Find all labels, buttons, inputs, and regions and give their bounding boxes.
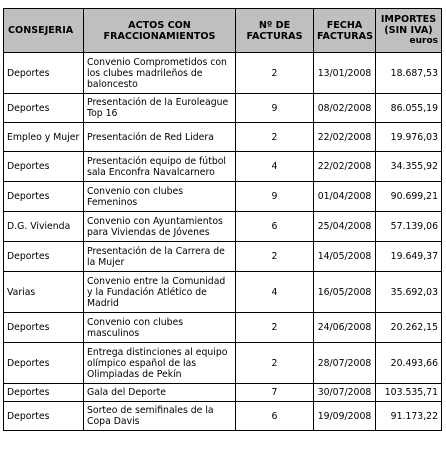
cell-consejeria: Deportes <box>4 313 84 343</box>
cell-facturas: 9 <box>236 182 314 212</box>
cell-consejeria: Deportes <box>4 384 84 402</box>
cell-fecha: 22/02/2008 <box>314 123 376 152</box>
cell-fecha: 30/07/2008 <box>314 384 376 402</box>
table-row <box>4 343 442 384</box>
cell-fecha: 16/05/2008 <box>314 272 376 313</box>
cell-consejeria: Deportes <box>4 94 84 123</box>
header-facturas: Nº DE FACTURAS <box>236 9 314 53</box>
cell-importe: 20.493,66 <box>376 343 442 384</box>
table-row <box>4 152 442 182</box>
table-row <box>4 384 442 402</box>
header-fecha: FECHA FACTURAS <box>314 9 376 53</box>
table-row <box>4 123 442 152</box>
table-row <box>4 53 442 94</box>
table-row <box>4 272 442 313</box>
cell-consejeria: Deportes <box>4 242 84 272</box>
cell-actos: Presentación equipo de fútbol sala Enconfra Navalcarnero <box>84 152 236 182</box>
cell-actos: Sorteo de semifinales de la Copa Davis <box>84 402 236 431</box>
document-page <box>3 8 442 431</box>
cell-importe: 20.262,15 <box>376 313 442 343</box>
table-row <box>4 182 442 212</box>
cell-fecha: 08/02/2008 <box>314 94 376 123</box>
cell-actos: Entrega distinciones al equipo olímpico español de las Olimpiadas de Pekín <box>84 343 236 384</box>
cell-facturas: 2 <box>236 242 314 272</box>
cell-consejeria: Deportes <box>4 152 84 182</box>
cell-facturas: 4 <box>236 152 314 182</box>
cell-importe: 19.649,37 <box>376 242 442 272</box>
cell-actos: Presentación de la Carrera de la Mujer <box>84 242 236 272</box>
cell-importe: 35.692,03 <box>376 272 442 313</box>
table-row <box>4 212 442 242</box>
cell-actos: Convenio con clubes Femeninos <box>84 182 236 212</box>
header-importes-unit: euros <box>409 36 438 46</box>
header-importes <box>376 9 442 53</box>
cell-fecha: 24/06/2008 <box>314 313 376 343</box>
cell-consejeria: Varias <box>4 272 84 313</box>
cell-fecha: 14/05/2008 <box>314 242 376 272</box>
cell-importe: 19.976,03 <box>376 123 442 152</box>
table-row <box>4 402 442 431</box>
cell-fecha: 01/04/2008 <box>314 182 376 212</box>
table-row <box>4 242 442 272</box>
cell-consejeria: Empleo y Mujer <box>4 123 84 152</box>
cell-importe: 57.139,06 <box>376 212 442 242</box>
cell-consejeria: Deportes <box>4 343 84 384</box>
table-row <box>4 94 442 123</box>
cell-facturas: 4 <box>236 272 314 313</box>
cell-actos: Presentación de Red Lidera <box>84 123 236 152</box>
cell-actos: Presentación de la Euroleague Top 16 <box>84 94 236 123</box>
cell-facturas: 2 <box>236 123 314 152</box>
cell-facturas: 7 <box>236 384 314 402</box>
cell-facturas: 2 <box>236 343 314 384</box>
cell-facturas: 2 <box>236 53 314 94</box>
cell-facturas: 6 <box>236 402 314 431</box>
table-row <box>4 313 442 343</box>
cell-fecha: 28/07/2008 <box>314 343 376 384</box>
cell-consejeria: Deportes <box>4 402 84 431</box>
cell-importe: 90.699,21 <box>376 182 442 212</box>
fraccionamientos-table <box>3 8 442 431</box>
cell-importe: 103.535,71 <box>376 384 442 402</box>
cell-facturas: 9 <box>236 94 314 123</box>
cell-consejeria: Deportes <box>4 53 84 94</box>
header-consejeria: CONSEJERIA <box>4 9 84 53</box>
cell-consejeria: Deportes <box>4 182 84 212</box>
cell-importe: 18.687,53 <box>376 53 442 94</box>
cell-actos: Gala del Deporte <box>84 384 236 402</box>
cell-actos: Convenio entre la Comunidad y la Fundación Atlético de Madrid <box>84 272 236 313</box>
cell-facturas: 6 <box>236 212 314 242</box>
cell-facturas: 2 <box>236 313 314 343</box>
cell-fecha: 22/02/2008 <box>314 152 376 182</box>
cell-fecha: 13/01/2008 <box>314 53 376 94</box>
cell-importe: 91.173,22 <box>376 402 442 431</box>
cell-importe: 34.355,92 <box>376 152 442 182</box>
cell-actos: Convenio Comprometidos con los clubes madrileños de baloncesto <box>84 53 236 94</box>
header-importes-label: IMPORTES (SIN IVA) <box>380 14 437 36</box>
header-actos: ACTOS CON FRACCIONAMIENTOS <box>84 9 236 53</box>
cell-importe: 86.055,19 <box>376 94 442 123</box>
table-header-row <box>4 9 442 53</box>
cell-fecha: 19/09/2008 <box>314 402 376 431</box>
cell-actos: Convenio con Ayuntamientos para Viviendas de Jóvenes <box>84 212 236 242</box>
cell-fecha: 25/04/2008 <box>314 212 376 242</box>
cell-consejeria: D.G. Vivienda <box>4 212 84 242</box>
cell-actos: Convenio con clubes masculinos <box>84 313 236 343</box>
